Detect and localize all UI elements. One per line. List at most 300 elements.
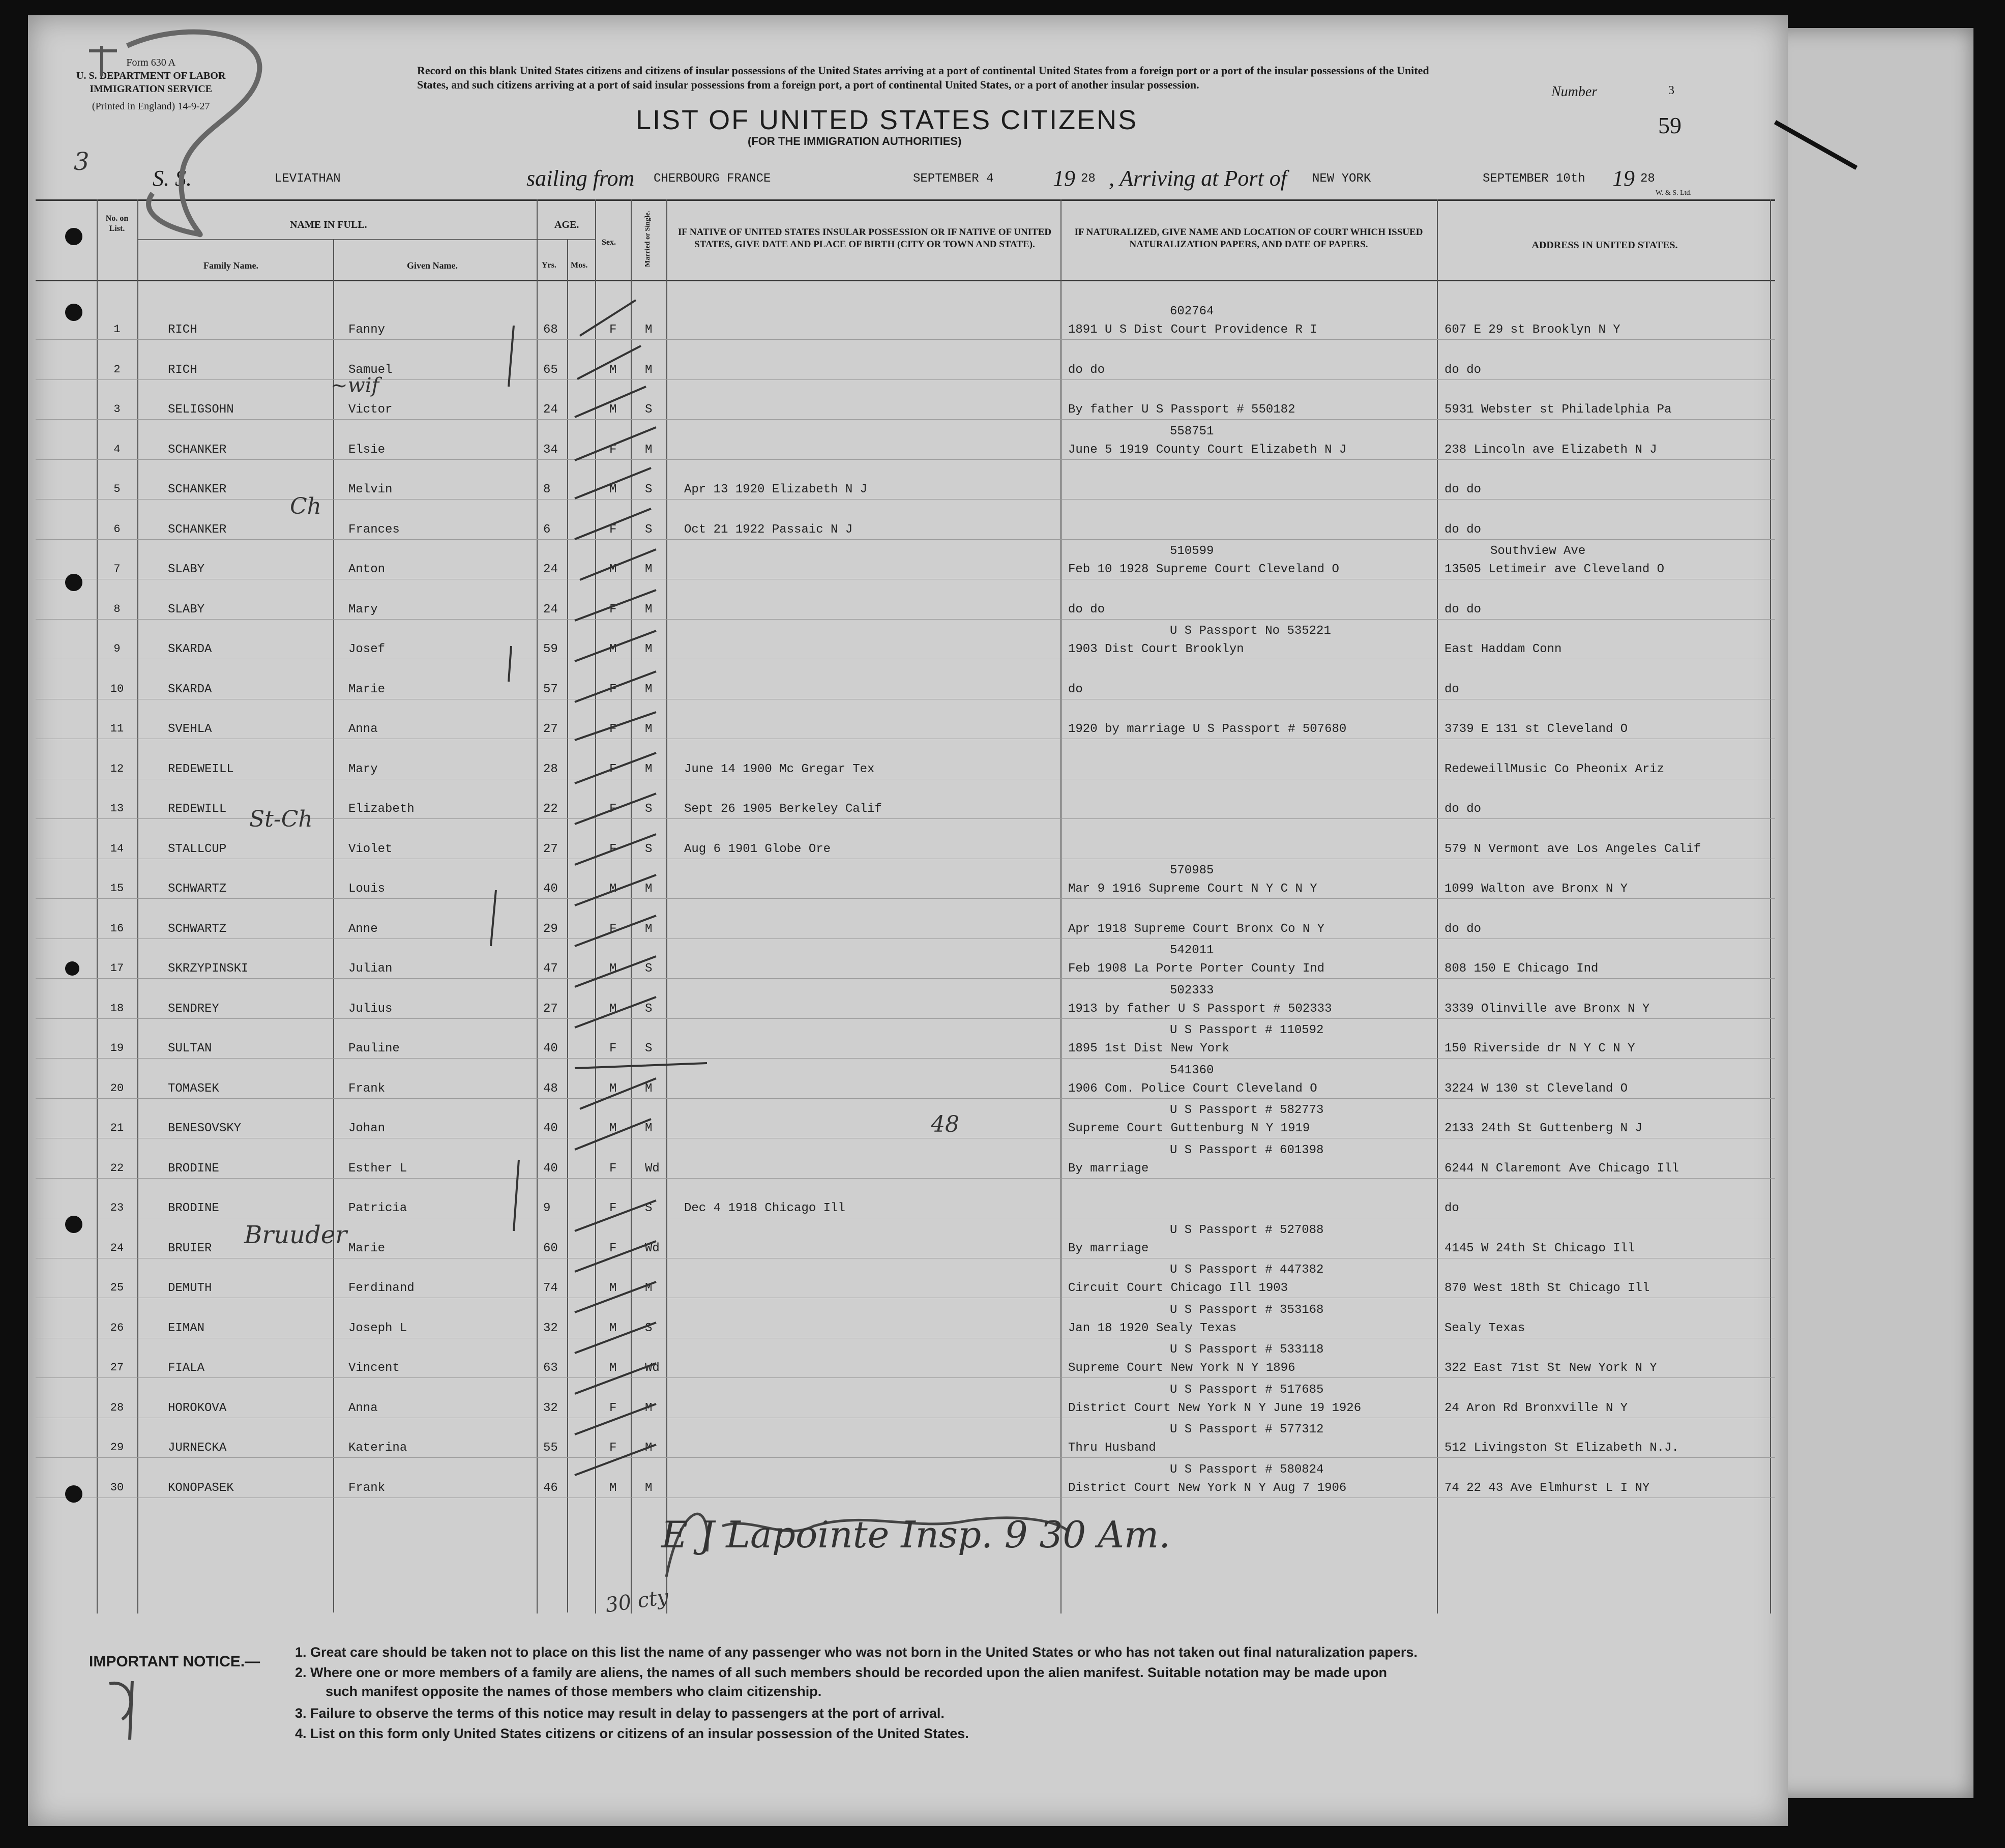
form-number: Form 630 A	[126, 57, 176, 68]
row-number: 14	[110, 842, 124, 855]
marital-status: M	[645, 1401, 653, 1415]
given-name: Victor	[348, 403, 393, 417]
given-name: Anne	[348, 922, 378, 936]
header-no: No. on List.	[105, 214, 129, 233]
marital-status: S	[645, 483, 653, 496]
sex: F	[609, 722, 617, 736]
row-number: 12	[110, 762, 124, 775]
page-subtitle: (FOR THE IMMIGRATION AUTHORITIES)	[748, 135, 962, 148]
us-address: do	[1444, 683, 1459, 696]
naturalization-note: 542011	[1170, 944, 1214, 957]
row-number: 9	[113, 642, 121, 655]
given-name: Elizabeth	[348, 802, 415, 816]
age-years: 65	[543, 363, 558, 377]
row-number: 29	[110, 1441, 124, 1454]
marital-status: M	[645, 563, 653, 576]
notice-item-1: 1. Great care should be taken not to place on this list the name of any passenger who was not born in the United States or who has not taken out final naturalization papers.	[295, 1645, 1418, 1660]
sex: M	[609, 642, 617, 656]
naturalization: Mar 9 1916 Supreme Court N Y C N Y	[1068, 882, 1317, 896]
row-number: 17	[110, 962, 124, 975]
number-value: 3	[1668, 84, 1674, 97]
hand-note-wife: ~wif	[331, 374, 379, 397]
naturalization-note: U S Passport # 577312	[1170, 1423, 1324, 1436]
header-given-name: Given Name.	[407, 260, 458, 271]
given-name: Melvin	[348, 483, 393, 496]
naturalization-note: U S Passport # 601398	[1170, 1143, 1324, 1157]
row-number: 21	[110, 1122, 124, 1134]
naturalization-note: U S Passport # 533118	[1170, 1343, 1324, 1357]
age-years: 68	[543, 323, 558, 337]
family-name: JURNECKA	[168, 1441, 227, 1455]
naturalization: 1903 Dist Court Brooklyn	[1068, 642, 1244, 656]
header-yrs: Yrs.	[542, 261, 556, 270]
year-from: 28	[1081, 172, 1096, 186]
address-note: Southview Ave	[1490, 544, 1586, 558]
row-number: 7	[113, 563, 121, 575]
tick-strokes	[575, 794, 656, 1028]
naturalization: By father U S Passport # 550182	[1068, 403, 1295, 417]
marital-status: M	[645, 882, 653, 896]
us-address: 512 Livingston St Elizabeth N.J.	[1444, 1441, 1679, 1455]
header-family-name: Family Name.	[203, 260, 258, 271]
form-printed: (Printed in England) 14-9-27	[92, 101, 210, 112]
family-name: SCHWARTZ	[168, 882, 227, 896]
row-number: 16	[110, 922, 124, 935]
given-name: Fanny	[348, 323, 386, 337]
us-address: 1099 Walton ave Bronx N Y	[1444, 882, 1628, 896]
family-name: RICH	[168, 363, 197, 377]
us-address: 322 East 71st St New York N Y	[1444, 1361, 1657, 1375]
naturalization: Apr 1918 Supreme Court Bronx Co N Y	[1068, 922, 1325, 936]
naturalization: Thru Husband	[1068, 1441, 1156, 1455]
sex: M	[609, 882, 617, 896]
header-sex: Sex.	[602, 238, 616, 247]
row-number: 27	[110, 1361, 124, 1374]
sailing-from-label: sailing from	[526, 166, 635, 191]
marital-status: Wd	[645, 1242, 660, 1255]
page-number: 59	[1658, 112, 1682, 138]
stamp-mark	[89, 46, 117, 76]
date-from: SEPTEMBER 4	[913, 172, 994, 186]
row-number: 11	[110, 722, 124, 735]
row-number: 22	[110, 1162, 124, 1175]
ship-name: LEVIATHAN	[275, 172, 341, 186]
given-name: Ferdinand	[348, 1281, 415, 1295]
us-address: 238 Lincoln ave Elizabeth N J	[1444, 443, 1657, 457]
given-name: Pauline	[348, 1042, 400, 1055]
sex: M	[609, 483, 617, 496]
row-number: 4	[113, 443, 121, 456]
notice-item-2-cont: such manifest opposite the names of those members who claim citizenship.	[326, 1684, 822, 1699]
header-address: ADDRESS IN UNITED STATES.	[1531, 240, 1678, 251]
family-name: DEMUTH	[168, 1281, 212, 1295]
marital-status: S	[645, 403, 653, 417]
given-name: Samuel	[348, 363, 393, 377]
header-name-in-full: NAME IN FULL.	[290, 219, 367, 230]
marital-status: Wd	[645, 1361, 660, 1375]
naturalization-note: 570985	[1170, 864, 1214, 877]
tick-strokes	[575, 1063, 707, 1312]
age-years: 29	[543, 922, 558, 936]
sex: M	[609, 1002, 617, 1016]
naturalization-note: 502333	[1170, 984, 1214, 998]
marital-status: S	[645, 523, 653, 537]
us-address: 579 N Vermont ave Los Angeles Calif	[1444, 842, 1701, 856]
given-name: Frances	[348, 523, 400, 537]
us-address: 870 West 18th St Chicago Ill	[1444, 1281, 1650, 1295]
age-years: 57	[543, 683, 558, 696]
sex: F	[609, 802, 617, 816]
naturalization: Supreme Court Guttenburg N Y 1919	[1068, 1122, 1310, 1135]
marital-status: M	[645, 683, 653, 696]
family-name: BRODINE	[168, 1201, 219, 1215]
us-address: 24 Aron Rd Bronxville N Y	[1444, 1401, 1628, 1415]
birth-date-place: Aug 6 1901 Globe Ore	[684, 842, 831, 856]
year-prefix-from: 19	[1053, 166, 1075, 191]
age-years: 32	[543, 1401, 558, 1415]
sex: F	[609, 443, 617, 457]
birth-date-place: Sept 26 1905 Berkeley Calif	[684, 802, 882, 816]
arriving-label: , Arriving at Port of	[1109, 166, 1287, 191]
naturalization: By marriage	[1068, 1162, 1149, 1176]
us-address: 2133 24th St Guttenberg N J	[1444, 1122, 1642, 1135]
naturalization-note: U S Passport # 582773	[1170, 1103, 1324, 1117]
row-number: 23	[110, 1201, 124, 1214]
sex: M	[609, 1281, 617, 1295]
sex: F	[609, 323, 617, 337]
marital-status: S	[645, 802, 653, 816]
marital-status: M	[645, 1481, 653, 1495]
naturalization: 1913 by father U S Passport # 502333	[1068, 1002, 1332, 1016]
given-name: Violet	[348, 842, 393, 856]
age-years: 48	[543, 1082, 558, 1096]
page-title: LIST OF UNITED STATES CITIZENS	[636, 105, 1138, 135]
naturalization-note: 541360	[1170, 1064, 1214, 1077]
naturalization-note: U S Passport # 517685	[1170, 1383, 1324, 1397]
age-years: 32	[543, 1322, 558, 1335]
sex: M	[609, 1082, 617, 1096]
sex: F	[609, 762, 617, 776]
age-years: 6	[543, 523, 551, 537]
family-name: REDEWILL	[168, 802, 227, 816]
given-name: Louis	[348, 882, 386, 896]
age-years: 28	[543, 762, 558, 776]
us-address: 13505 Letimeir ave Cleveland O	[1444, 563, 1665, 576]
notice-item-4: 4. List on this form only United States citizens or citizens of an insular possession of the United States.	[295, 1726, 969, 1741]
given-name: Anna	[348, 722, 378, 736]
given-name: Vincent	[348, 1361, 400, 1375]
sex: M	[609, 1481, 617, 1495]
given-name: Johan	[348, 1122, 386, 1135]
age-years: 55	[543, 1441, 558, 1455]
naturalization: Feb 10 1928 Supreme Court Cleveland O	[1068, 563, 1339, 576]
marital-status: S	[645, 1201, 653, 1215]
given-name: Josef	[348, 642, 386, 656]
given-name: Anna	[348, 1401, 378, 1415]
family-name: SENDREY	[168, 1002, 219, 1016]
sex: F	[609, 922, 617, 936]
marital-status: M	[645, 642, 653, 656]
row-number: 13	[110, 802, 124, 815]
birth-date-place: Apr 13 1920 Elizabeth N J	[684, 483, 868, 496]
hand-note-ch: Ch	[290, 493, 322, 519]
family-name: SCHANKER	[168, 443, 227, 457]
sex: F	[609, 1441, 617, 1455]
family-name: SULTAN	[168, 1042, 212, 1055]
us-address: do do	[1444, 603, 1482, 617]
age-years: 22	[543, 802, 558, 816]
header-naturalized: IF NATURALIZED, GIVE NAME AND LOCATION OF COURT WHICH ISSUED NATURALIZATION PAPERS, AND DATE OF PAPERS.	[1074, 227, 1423, 250]
family-name: SCHANKER	[168, 523, 227, 537]
us-address: RedeweillMusic Co Pheonix Ariz	[1444, 762, 1665, 776]
naturalization: District Court New York N Y June 19 1926	[1068, 1401, 1362, 1415]
row-number: 20	[110, 1082, 124, 1095]
given-name: Joseph L	[348, 1322, 407, 1335]
marital-status: M	[645, 722, 653, 736]
age-years: 9	[543, 1201, 551, 1215]
hand-note-3: 3	[74, 148, 90, 176]
naturalization-note: U S Passport No 535221	[1170, 624, 1331, 638]
given-name: Mary	[348, 603, 378, 617]
family-name: SLABY	[168, 563, 205, 576]
naturalization-note: U S Passport # 447382	[1170, 1263, 1324, 1277]
marital-status: S	[645, 1002, 653, 1016]
naturalization-note: U S Passport # 353168	[1170, 1303, 1324, 1317]
notice-item-2: 2. Where one or more members of a family are aliens, the names of all such members should be recorded upon the alien manifest. Suitable notation may be made upon	[295, 1665, 1388, 1680]
us-address: 3224 W 130 st Cleveland O	[1444, 1082, 1628, 1096]
header-mos: Mos.	[571, 261, 588, 270]
age-years: 27	[543, 1002, 558, 1016]
us-address: 150 Riverside dr N Y C N Y	[1444, 1042, 1635, 1055]
year-to: 28	[1640, 172, 1655, 186]
header-age: AGE.	[554, 219, 579, 230]
age-years: 34	[543, 443, 558, 457]
naturalization-note: U S Passport # 110592	[1170, 1023, 1324, 1037]
header-native: IF NATIVE OF UNITED STATES INSULAR POSSESSION OR IF NATIVE OF UNITED STATES, GIVE DATE AND PLACE OF BIRTH (CITY OR TOWN AND STATE).	[677, 227, 1052, 250]
age-years: 8	[543, 483, 551, 496]
age-years: 40	[543, 1122, 558, 1135]
marital-status: M	[645, 443, 653, 457]
sex: F	[609, 603, 617, 617]
sex: F	[609, 1162, 617, 1176]
family-name: RICH	[168, 323, 197, 337]
naturalization: 1895 1st Dist New York	[1068, 1042, 1229, 1055]
us-address: do do	[1444, 523, 1482, 537]
row-number: 25	[110, 1281, 124, 1294]
family-name: SKRZYPINSKI	[168, 962, 249, 976]
family-name: SCHANKER	[168, 483, 227, 496]
age-years: 24	[543, 403, 558, 417]
sex: F	[609, 1042, 617, 1055]
form-service: IMMIGRATION SERVICE	[90, 83, 213, 95]
marital-status: S	[645, 1322, 653, 1335]
birth-date-place: Dec 4 1918 Chicago Ill	[684, 1201, 845, 1215]
us-address: East Haddam Conn	[1444, 642, 1562, 656]
us-address: 607 E 29 st Brooklyn N Y	[1444, 323, 1620, 337]
family-name: TOMASEK	[168, 1082, 219, 1096]
row-number: 19	[110, 1042, 124, 1054]
given-name: Marie	[348, 1242, 386, 1255]
family-name: FIALA	[168, 1361, 205, 1375]
marital-status: S	[645, 842, 653, 856]
row-number: 26	[110, 1322, 124, 1334]
sex: M	[609, 962, 617, 976]
given-name: Frank	[348, 1082, 386, 1096]
marital-status: Wd	[645, 1162, 660, 1176]
us-address: 74 22 43 Ave Elmhurst L I NY	[1444, 1481, 1650, 1495]
hand-note-stch: St-Ch	[249, 806, 313, 832]
row-number: 1	[113, 323, 121, 336]
naturalization: Supreme Court New York N Y 1896	[1068, 1361, 1295, 1375]
row-number: 24	[110, 1242, 124, 1254]
row-number: 10	[110, 683, 124, 695]
ss-label: S. S.	[153, 166, 192, 191]
inspector-signature: E J Lapointe Insp. 9 30 Am.	[661, 1513, 1171, 1556]
port-to: NEW YORK	[1312, 172, 1371, 186]
row-number: 28	[110, 1401, 124, 1414]
birth-date-place: Oct 21 1922 Passaic N J	[684, 523, 853, 537]
row-number: 5	[113, 483, 121, 495]
sex: M	[609, 563, 617, 576]
marital-status: M	[645, 1122, 653, 1135]
marital-status: M	[645, 1281, 653, 1295]
naturalization: Circuit Court Chicago Ill 1903	[1068, 1281, 1288, 1295]
tick-strokes	[575, 549, 656, 783]
age-years: 60	[543, 1242, 558, 1255]
hand-note-48: 48	[931, 1111, 959, 1137]
age-years: 59	[543, 642, 558, 656]
hand-tally: 30 cty	[604, 1585, 670, 1618]
naturalization: do	[1068, 683, 1083, 696]
us-address: do	[1444, 1201, 1459, 1215]
age-years: 27	[543, 722, 558, 736]
tick-strokes	[575, 300, 656, 539]
naturalization-note: U S Passport # 527088	[1170, 1223, 1324, 1237]
marital-status: S	[645, 1042, 653, 1055]
family-name: SVEHLA	[168, 722, 212, 736]
bracket-strokes	[491, 326, 519, 1231]
header-married-single: Married or Single.	[644, 211, 652, 268]
age-years: 27	[543, 842, 558, 856]
family-name: SCHWARTZ	[168, 922, 227, 936]
form-dept: U. S. DEPARTMENT OF LABOR	[76, 70, 226, 81]
naturalization: By marriage	[1068, 1242, 1149, 1255]
sex: F	[609, 1201, 617, 1215]
row-number: 15	[110, 882, 124, 895]
naturalization-note: 558751	[1170, 425, 1214, 438]
row-number: 2	[113, 363, 121, 376]
given-name: Marie	[348, 683, 386, 696]
marital-status: M	[645, 1441, 653, 1455]
birth-date-place: June 14 1900 Mc Gregar Tex	[684, 762, 875, 776]
family-name: BRUIER	[168, 1242, 212, 1255]
year-prefix-to: 19	[1612, 166, 1635, 191]
family-name: BENESOVSKY	[168, 1122, 242, 1135]
age-years: 40	[543, 1162, 558, 1176]
naturalization: District Court New York N Y Aug 7 1906	[1068, 1481, 1347, 1495]
us-address: 5931 Webster st Philadelphia Pa	[1444, 403, 1672, 417]
family-name: KONOPASEK	[168, 1481, 234, 1495]
hand-note-bruuder: Bruuder	[244, 1221, 347, 1249]
marital-status: M	[645, 762, 653, 776]
marital-status: M	[645, 323, 653, 337]
us-address: do do	[1444, 363, 1482, 377]
naturalization-note: 510599	[1170, 544, 1214, 558]
family-name: HOROKOVA	[168, 1401, 227, 1415]
age-years: 24	[543, 563, 558, 576]
margin-mark	[109, 1681, 132, 1740]
sex: M	[609, 1361, 617, 1375]
age-years: 40	[543, 882, 558, 896]
naturalization: Jan 18 1920 Sealy Texas	[1068, 1322, 1237, 1335]
row-number: 18	[110, 1002, 124, 1015]
age-years: 24	[543, 603, 558, 617]
naturalization: 1920 by marriage U S Passport # 507680	[1068, 722, 1347, 736]
us-address: do do	[1444, 922, 1482, 936]
naturalization: do do	[1068, 363, 1105, 377]
naturalization: Feb 1908 La Porte Porter County Ind	[1068, 962, 1325, 976]
us-address: 6244 N Claremont Ave Chicago Ill	[1444, 1162, 1679, 1176]
tick-strokes	[575, 1323, 656, 1475]
us-address: Sealy Texas	[1444, 1322, 1525, 1335]
given-name: Esther L	[348, 1162, 407, 1176]
naturalization: 1891 U S Dist Court Providence R I	[1068, 323, 1317, 337]
sex: F	[609, 842, 617, 856]
row-number: 8	[113, 603, 121, 615]
given-name: Patricia	[348, 1201, 407, 1215]
family-name: SLABY	[168, 603, 205, 617]
sex: F	[609, 683, 617, 696]
family-name: STALLCUP	[168, 842, 227, 856]
row-number: 6	[113, 523, 121, 536]
port-from: CHERBOURG FRANCE	[654, 172, 771, 186]
naturalization: do do	[1068, 603, 1105, 617]
age-years: 63	[543, 1361, 558, 1375]
family-name: SELIGSOHN	[168, 403, 234, 417]
notice-item-3: 3. Failure to observe the terms of this notice may result in delay to passengers at the port of arrival.	[295, 1706, 945, 1721]
given-name: Mary	[348, 762, 378, 776]
given-name: Elsie	[348, 443, 386, 457]
given-name: Julius	[348, 1002, 393, 1016]
given-name: Anton	[348, 563, 386, 576]
us-address: 3339 Olinville ave Bronx N Y	[1444, 1002, 1650, 1016]
sex: F	[609, 1401, 617, 1415]
stamp-scribble	[127, 32, 259, 235]
marital-status: M	[645, 603, 653, 617]
sex: M	[609, 1122, 617, 1135]
marital-status: M	[645, 922, 653, 936]
given-name: Frank	[348, 1481, 386, 1495]
sex: F	[609, 1242, 617, 1255]
printer-mark: W. & S. Ltd.	[1656, 189, 1692, 197]
sex: M	[609, 403, 617, 417]
age-years: 40	[543, 1042, 558, 1055]
family-name: SKARDA	[168, 642, 212, 656]
age-years: 74	[543, 1281, 558, 1295]
family-name: SKARDA	[168, 683, 212, 696]
us-address: do do	[1444, 802, 1482, 816]
age-years: 47	[543, 962, 558, 976]
us-address: do do	[1444, 483, 1482, 496]
sex: M	[609, 363, 617, 377]
corner-stroke	[1775, 122, 1856, 168]
family-name: REDEWEILL	[168, 762, 234, 776]
marital-status: S	[645, 962, 653, 976]
us-address: 4145 W 24th St Chicago Ill	[1444, 1242, 1635, 1255]
naturalization-note: 602764	[1170, 305, 1214, 318]
age-years: 46	[543, 1481, 558, 1495]
naturalization: 1906 Com. Police Court Cleveland O	[1068, 1082, 1317, 1096]
